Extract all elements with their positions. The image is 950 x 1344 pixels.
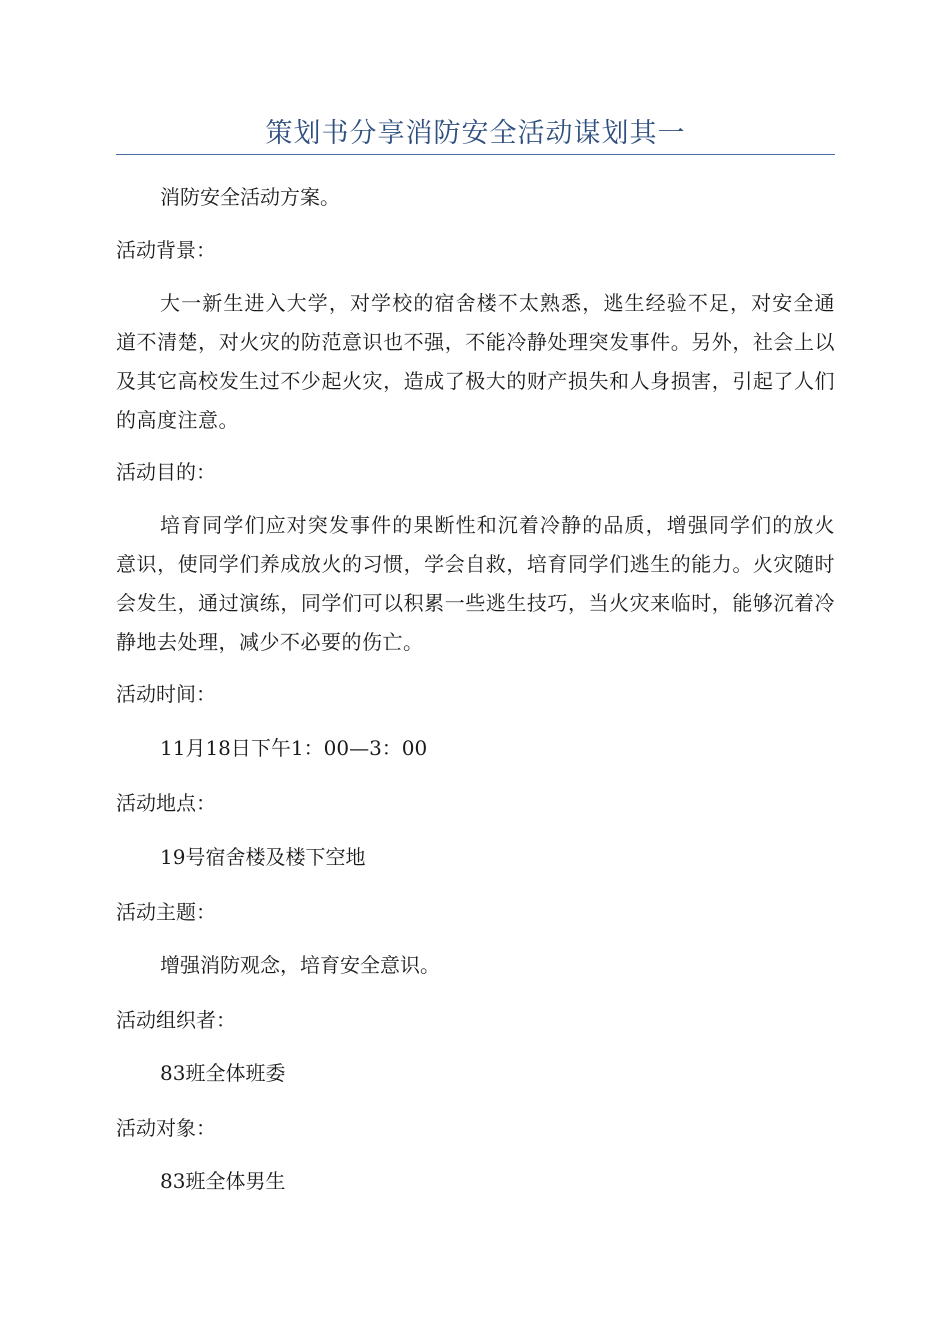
intro-line: 消防安全活动方案。: [160, 185, 340, 209]
section-heading-audience: 活动对象：: [116, 1116, 216, 1140]
section-content-audience: 83班全体男生: [160, 1169, 286, 1193]
section-heading-purpose: 活动目的：: [116, 460, 216, 484]
section-heading-theme: 活动主题：: [116, 900, 216, 924]
section-content-time: 11月18日下午1：00—3：00: [160, 736, 428, 760]
title-underline: [116, 154, 835, 155]
section-heading-organizer: 活动组织者：: [116, 1008, 236, 1032]
section-heading-time: 活动时间：: [116, 682, 216, 706]
section-heading-location: 活动地点：: [116, 791, 216, 815]
section-content-purpose: 培育同学们应对突发事件的果断性和沉着冷静的品质，增强同学们的放火意识，使同学们养成放火的习惯，学会自救，培育同学们逃生的能力。火灾随时会发生，通过演练，同学们可以积累一些逃生技巧，当火灾来临时，能够沉着冷静地去处理，减少不必要的伤亡。: [116, 513, 835, 654]
section-content-background: 大一新生进入大学，对学校的宿舍楼不太熟悉，逃生经验不足，对安全通道不清楚，对火灾的防范意识也不强，不能冷静处理突发事件。另外，社会上以及其它高校发生过不少起火灾，造成了极大的财产损失和人身损害，引起了人们的高度注意。: [116, 291, 835, 432]
document-title: 策划书分享消防安全活动谋划其一: [265, 118, 686, 149]
section-content-theme: 增强消防观念，培育安全意识。: [160, 953, 440, 977]
section-heading-background: 活动背景：: [116, 238, 216, 262]
section-content-organizer: 83班全体班委: [160, 1061, 286, 1085]
section-content-location: 19号宿舍楼及楼下空地: [160, 845, 366, 869]
